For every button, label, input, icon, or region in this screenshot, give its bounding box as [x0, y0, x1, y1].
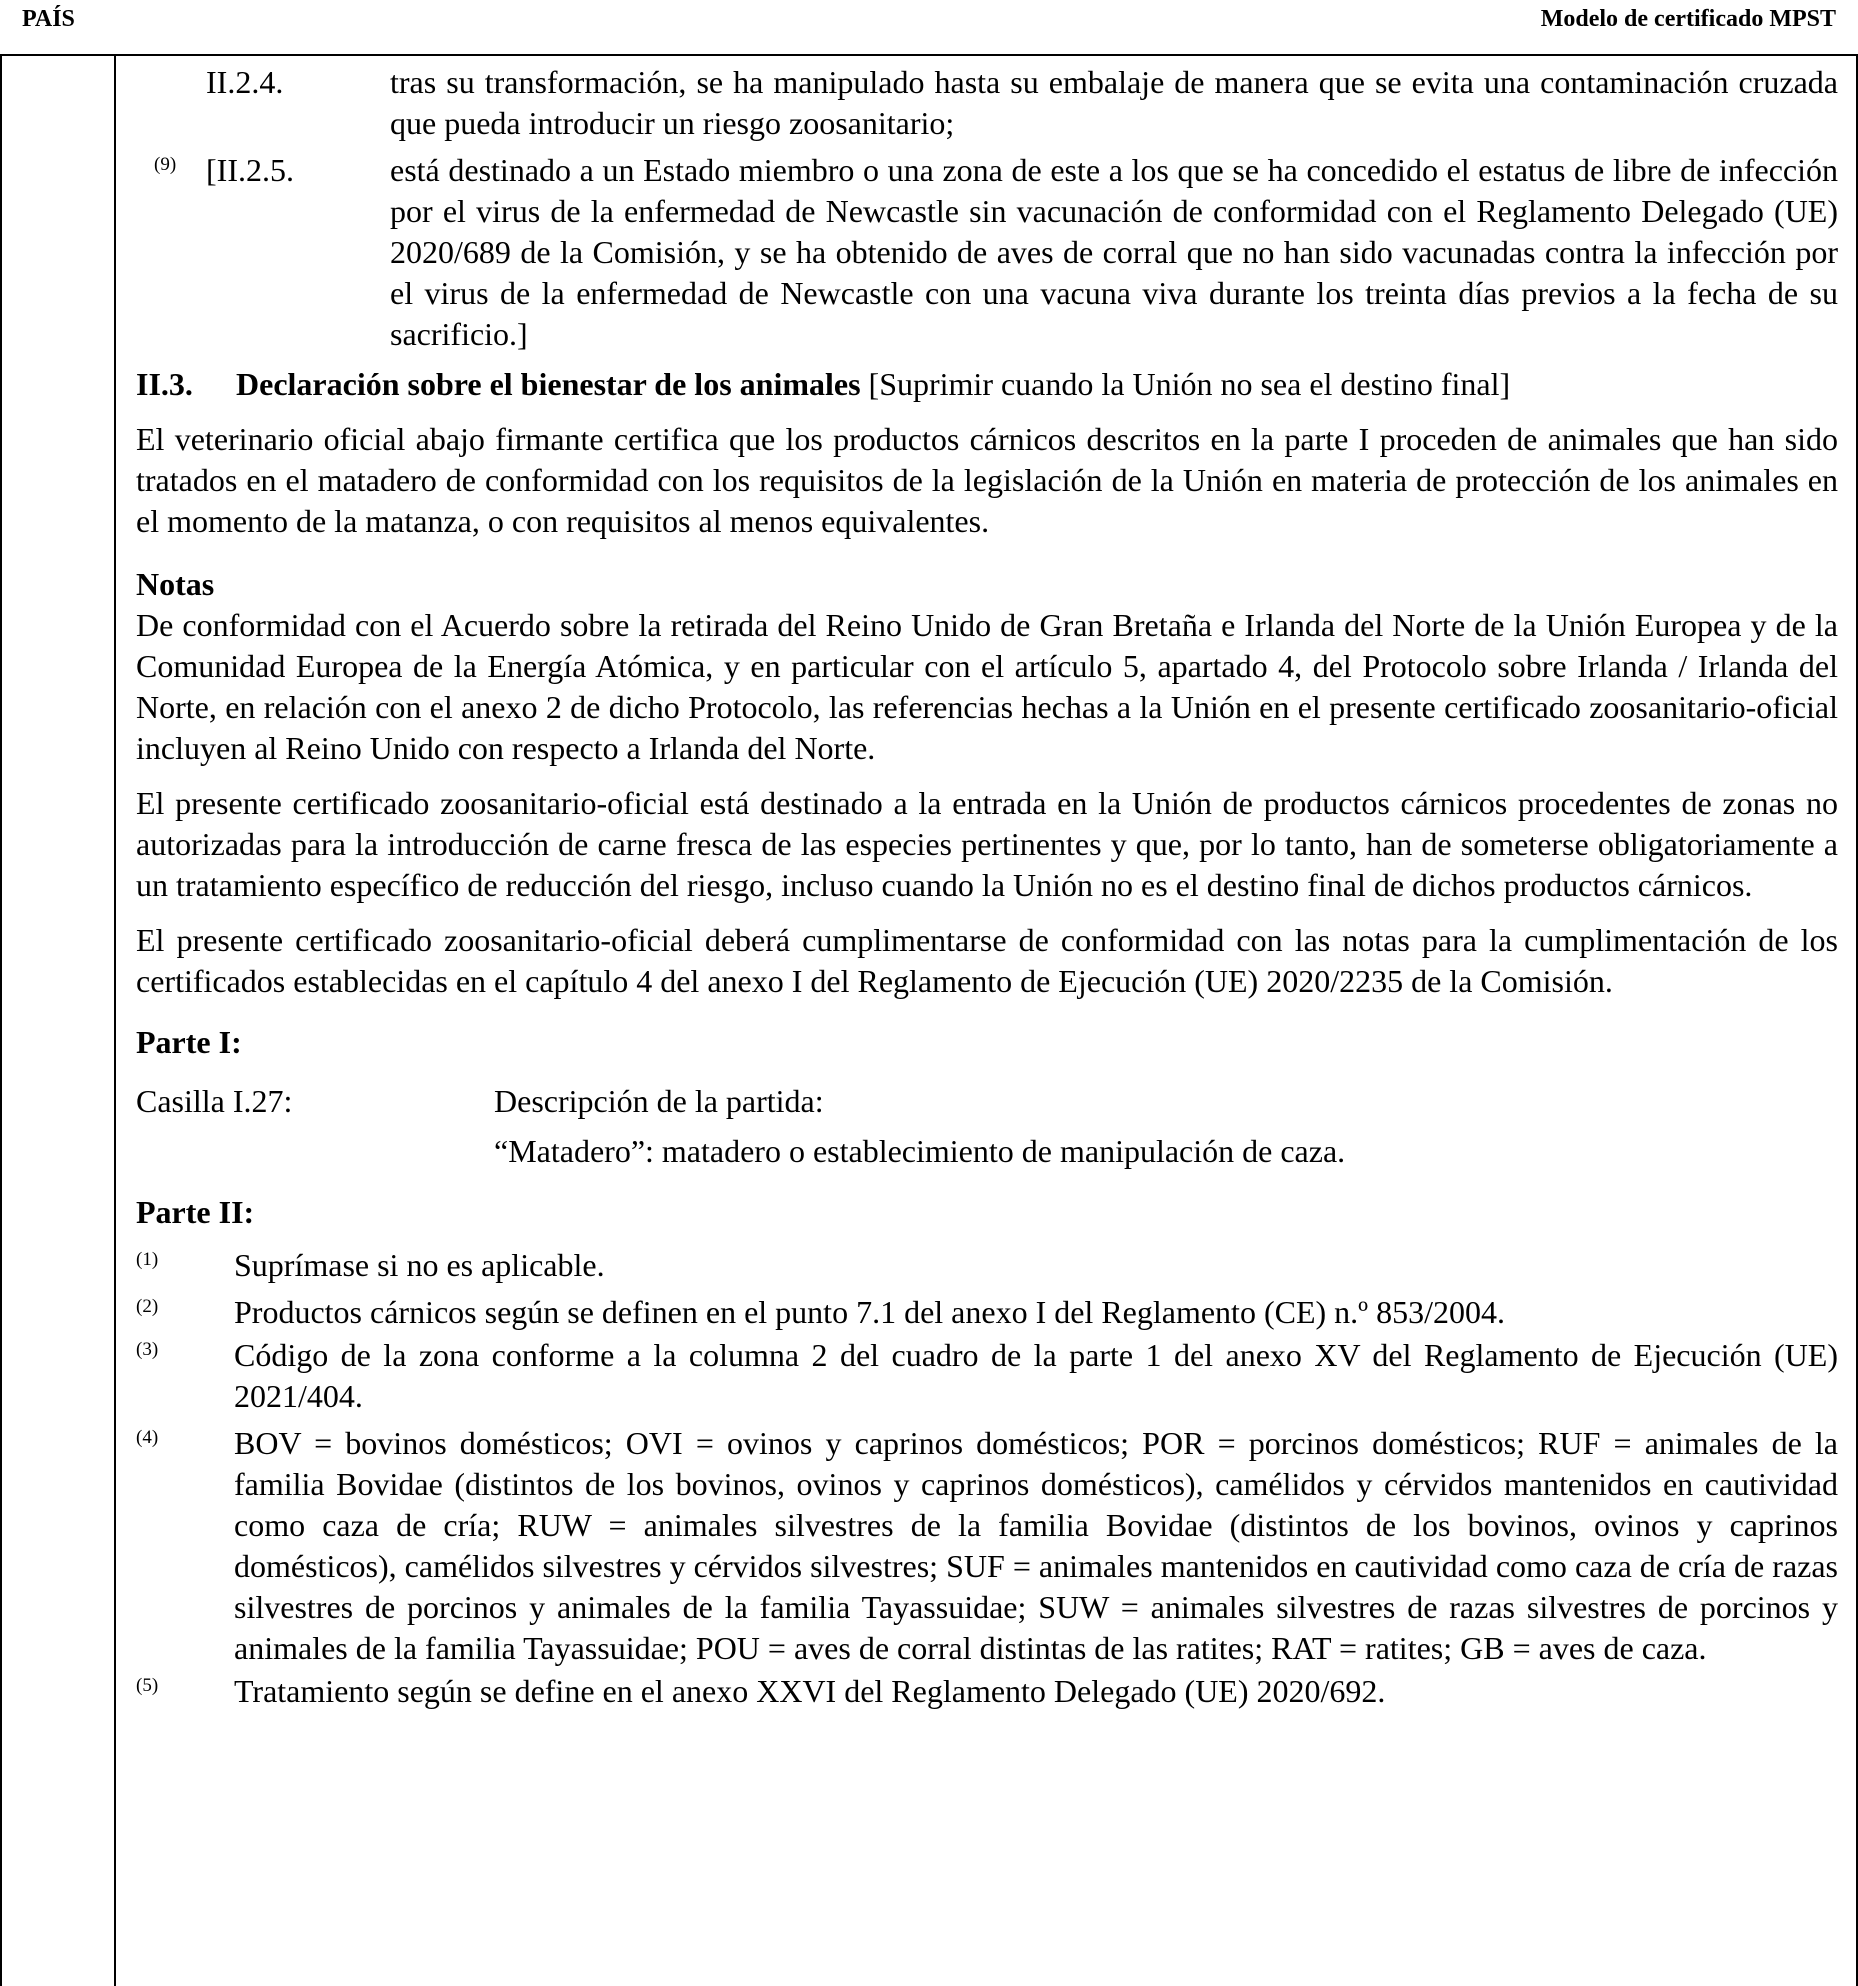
page-header [0, 0, 1858, 52]
clause-footnote: (9) [154, 154, 177, 175]
clause-text: tras su transformación, se ha manipulado hasta su embalaje de manera que se evita una contaminación cruzada que pueda introducir un riesgo zoosanitario; [390, 64, 1838, 141]
footnote-text: Suprímase si no es aplicable. [234, 1247, 605, 1283]
clause-ii-2-4 [136, 62, 1838, 144]
header-model: Modelo de certificado MPST [1540, 6, 1836, 32]
notas-heading: Notas [136, 566, 215, 602]
footnote-mark: (2) [136, 1296, 159, 1317]
footnote-text: Productos cárnicos según se definen en el punto 7.1 del anexo I del Reglamento (CE) n.º 853/2004. [234, 1294, 1505, 1330]
footnote-mark: (5) [136, 1675, 159, 1696]
clause-number: [II.2.5. [206, 152, 294, 188]
footnote-item [136, 1245, 1838, 1286]
footnote-mark: (3) [136, 1339, 159, 1360]
footnote-text: BOV = bovinos domésticos; OVI = ovinos y caprinos domésticos; POR = porcinos domésticos; RUF = animales de la familia Bovidae (distintos de los bovinos, ovinos y caprinos domésticos), camélidos y cérvidos mantenidos en cautividad como caza de cría; RUW = animales silvestres de la familia Bovidae (distintos de los bovinos, ovinos y caprinos domésticos), camélidos silvestres y cérvidos silvestres; SUF = animales mantenidos en cautividad como caza de cría de razas silvestres de porcinos y animales de la familia Tayassuidae; SUW = animales silvestres de razas silvestres de porcinos y animales de la familia Tayassuidae; POU = aves de corral distintas de las ratites; RAT = ratites; GB = aves de caza. [234, 1425, 1838, 1666]
casilla-i-27 [136, 1081, 1838, 1172]
footnote-text: Código de la zona conforme a la columna 2 del cuadro de la parte 1 del anexo XV del Reglamento de Ejecución (UE) 2021/404. [234, 1337, 1838, 1414]
notas-paragraph: El presente certificado zoosanitario-oficial deberá cumplimentarse de conformidad con las notas para la cumplimentación de los certificados establecidas en el capítulo 4 del anexo I del Reglamento de Ejecución (UE) 2020/2235 de la Comisión. [136, 922, 1838, 999]
clause-number: II.2.4. [206, 64, 284, 100]
footnote-item [136, 1423, 1838, 1669]
footnote-item [136, 1335, 1838, 1417]
notas-paragraph: El presente certificado zoosanitario-oficial está destinado a la entrada en la Unión de productos cárnicos procedentes de zonas no autorizadas para la introducción de carne fresca de las especies pertinentes y que, por lo tanto, han de someterse obligatoriamente a un tratamiento específico de reducción del riesgo, incluso cuando la Unión no es el destino final de dichos productos cárnicos. [136, 785, 1838, 903]
casilla-line: “Matadero”: matadero o establecimiento de manipulación de caza. [494, 1133, 1346, 1169]
notas-paragraph: De conformidad con el Acuerdo sobre la retirada del Reino Unido de Gran Bretaña e Irlanda del Norte de la Unión Europea y de la Comunidad Europea de la Energía Atómica, y en particular con el artículo 5, apartado 4, del Protocolo sobre Irlanda / Irlanda del Norte, en relación con el anexo 2 de dicho Protocolo, las referencias hechas a la Unión en el presente certificado zoosanitario-oficial incluyen al Reino Unido con respecto a Irlanda del Norte. [136, 607, 1838, 766]
footnote-mark: (4) [136, 1427, 159, 1448]
casilla-label: Casilla I.27: [136, 1083, 293, 1119]
section-title: Declaración sobre el bienestar de los animales [236, 366, 861, 402]
document-body [136, 62, 1838, 1712]
section-heading [136, 364, 1838, 405]
inner-border [114, 55, 116, 1986]
casilla-line: Descripción de la partida: [494, 1083, 824, 1119]
footnote-text: Tratamiento según se define en el anexo XXVI del Reglamento Delegado (UE) 2020/692. [234, 1673, 1386, 1709]
parte-ii-heading: Parte II: [136, 1194, 255, 1230]
left-border [0, 55, 2, 1986]
section-ii-3 [136, 364, 1838, 542]
header-rule [0, 54, 1858, 56]
clause-text: está destinado a un Estado miembro o una zona de este a los que se ha concedido el estatus de libre de infección por el virus de la enfermedad de Newcastle sin vacunación de conformidad con el Reglamento Delegado (UE) 2020/689 de la Comisión, y se ha obtenido de aves de corral que no han sido vacunadas contra la infección por el virus de la enfermedad de Newcastle con una vacuna viva durante los treinta días previos a la fecha de su sacrificio.] [390, 152, 1838, 352]
casilla-text [494, 1081, 1838, 1172]
footnote-item [136, 1671, 1838, 1712]
section-note: [Suprimir cuando la Unión no sea el destino final] [860, 366, 1511, 402]
footnote-mark: (1) [136, 1249, 159, 1270]
footnote-item [136, 1292, 1838, 1333]
clause-ii-2-5 [136, 150, 1838, 355]
section-number: II.3. [136, 366, 193, 402]
header-country: PAÍS [22, 6, 75, 32]
parte-i-heading: Parte I: [136, 1024, 242, 1060]
section-body: El veterinario oficial abajo firmante certifica que los productos cárnicos descritos en la parte I proceden de animales que han sido tratados en el matadero de conformidad con los requisitos de la legislación de la Unión en materia de protección de los animales en el momento de la matanza, o con requisitos al menos equivalentes. [136, 421, 1838, 539]
